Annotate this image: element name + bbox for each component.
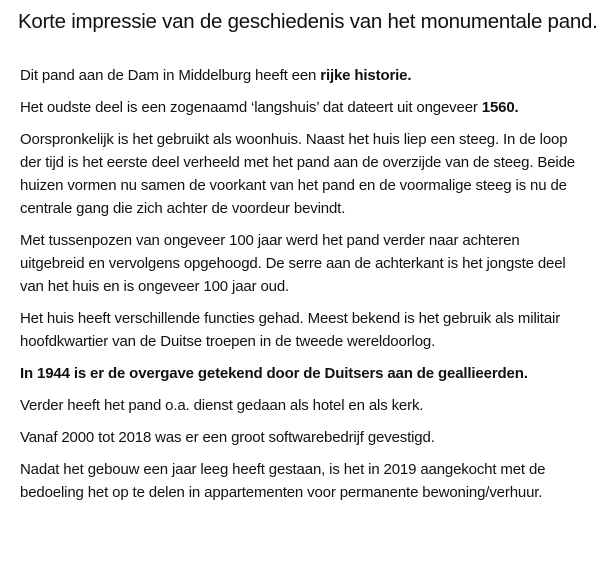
page-title: Korte impressie van de geschiedenis van het monumentale pand.: [18, 10, 598, 33]
paragraph-purchase-2019: Nadat het gebouw een jaar leeg heeft gestaan, is het in 2019 aangekocht met de bedoeling het op te delen in appartementen voor permanente bewoning/verhuur.: [20, 461, 546, 501]
document-body: [20, 64, 585, 513]
paragraph-intro: [20, 64, 585, 87]
paragraph-oldest-part-year: 1560.: [481, 99, 519, 116]
paragraph-oldest-part-text: Het oudste deel is een zogenaamd ‘langshuis’ dat dateert uit ongeveer: [20, 99, 482, 116]
paragraph-intro-bold: rijke historie.: [320, 67, 412, 84]
paragraph-hotel-church: Verder heeft het pand o.a. dienst gedaan als hotel en als kerk.: [20, 397, 424, 414]
paragraph-expansion: Met tussenpozen van ongeveer 100 jaar werd het pand verder naar achteren uitgebreid en vervolgens opgehoogd. De serre aan de achterkant is het jongste deel van het huis en is ongeveer 100 jaar oud.: [20, 232, 566, 295]
paragraph-oldest-part: [20, 96, 585, 119]
paragraph-functions: Het huis heeft verschillende functies gehad. Meest bekend is het gebruik als militair hoofdkwartier van de Duitse troepen in de tweede wereldoorlog.: [20, 310, 561, 350]
paragraph-intro-text: Dit pand aan de Dam in Middelburg heeft een: [20, 67, 321, 84]
paragraph-surrender-1944: In 1944 is er de overgave getekend door de Duitsers aan de geallieerden.: [20, 365, 528, 382]
paragraph-original-use: Oorspronkelijk is het gebruikt als woonhuis. Naast het huis liep een steeg. In de loop der tijd is het eerste deel verheeld met het pand aan de overzijde van de steeg. Beide huizen vormen nu samen de voorkant van het pand en de voormalige steeg is nu de centrale gang die zich achter de voordeur bevindt.: [20, 131, 575, 217]
paragraph-software-company: Vanaf 2000 tot 2018 was er een groot softwarebedrijf gevestigd.: [20, 429, 435, 446]
